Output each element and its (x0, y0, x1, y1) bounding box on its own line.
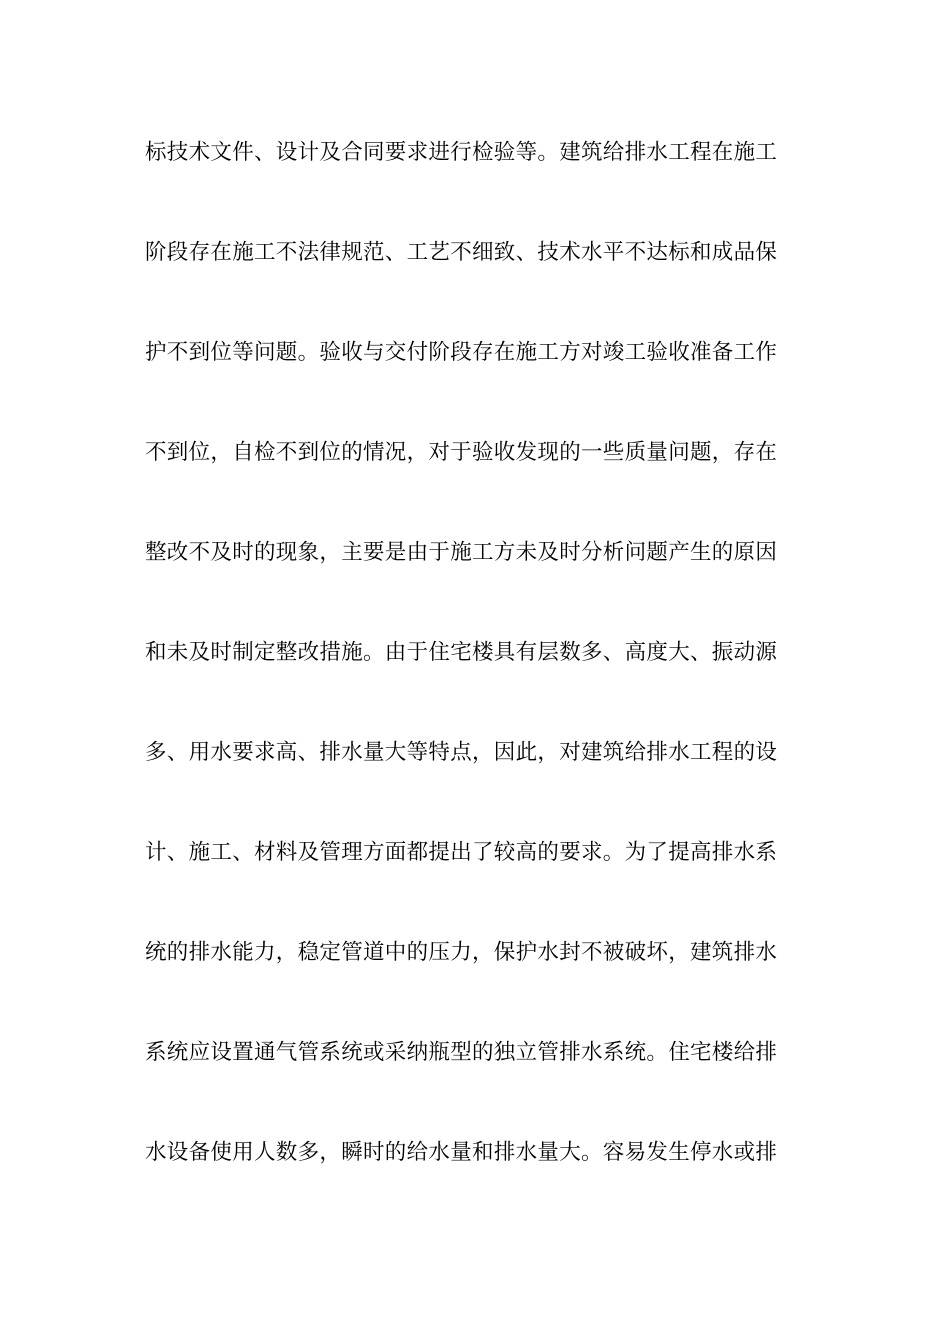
text-line: 整改不及时的现象，主要是由于施工方未及时分析问题产生的原因 (145, 540, 778, 565)
text-line: 多、用水要求高、排水量大等特点，因此，对建筑给排水工程的设 (145, 740, 778, 765)
text-line: 不到位，自检不到位的情况，对于验收发现的一些质量问题，存在 (145, 440, 778, 465)
text-line: 标技术文件、设计及合同要求进行检验等。建筑给排水工程在施工 (145, 140, 778, 165)
body-text (145, 133, 815, 1233)
text-line: 系统应设置通气管系统或采纳瓶型的独立管排水系统。住宅楼给排 (145, 1040, 778, 1065)
text-line: 护不到位等问题。验收与交付阶段存在施工方对竣工验收准备工作 (145, 340, 778, 365)
text-line: 和未及时制定整改措施。由于住宅楼具有层数多、高度大、振动源 (145, 640, 778, 665)
text-line: 水设备使用人数多，瞬时的给水量和排水量大。容易发生停水或排 (145, 1140, 778, 1165)
text-line: 阶段存在施工不法律规范、工艺不细致、技术水平不达标和成品保 (145, 240, 778, 265)
text-line: 计、施工、材料及管理方面都提出了较高的要求。为了提高排水系 (145, 840, 778, 865)
text-line: 统的排水能力，稳定管道中的压力，保护水封不被破坏，建筑排水 (145, 940, 778, 965)
